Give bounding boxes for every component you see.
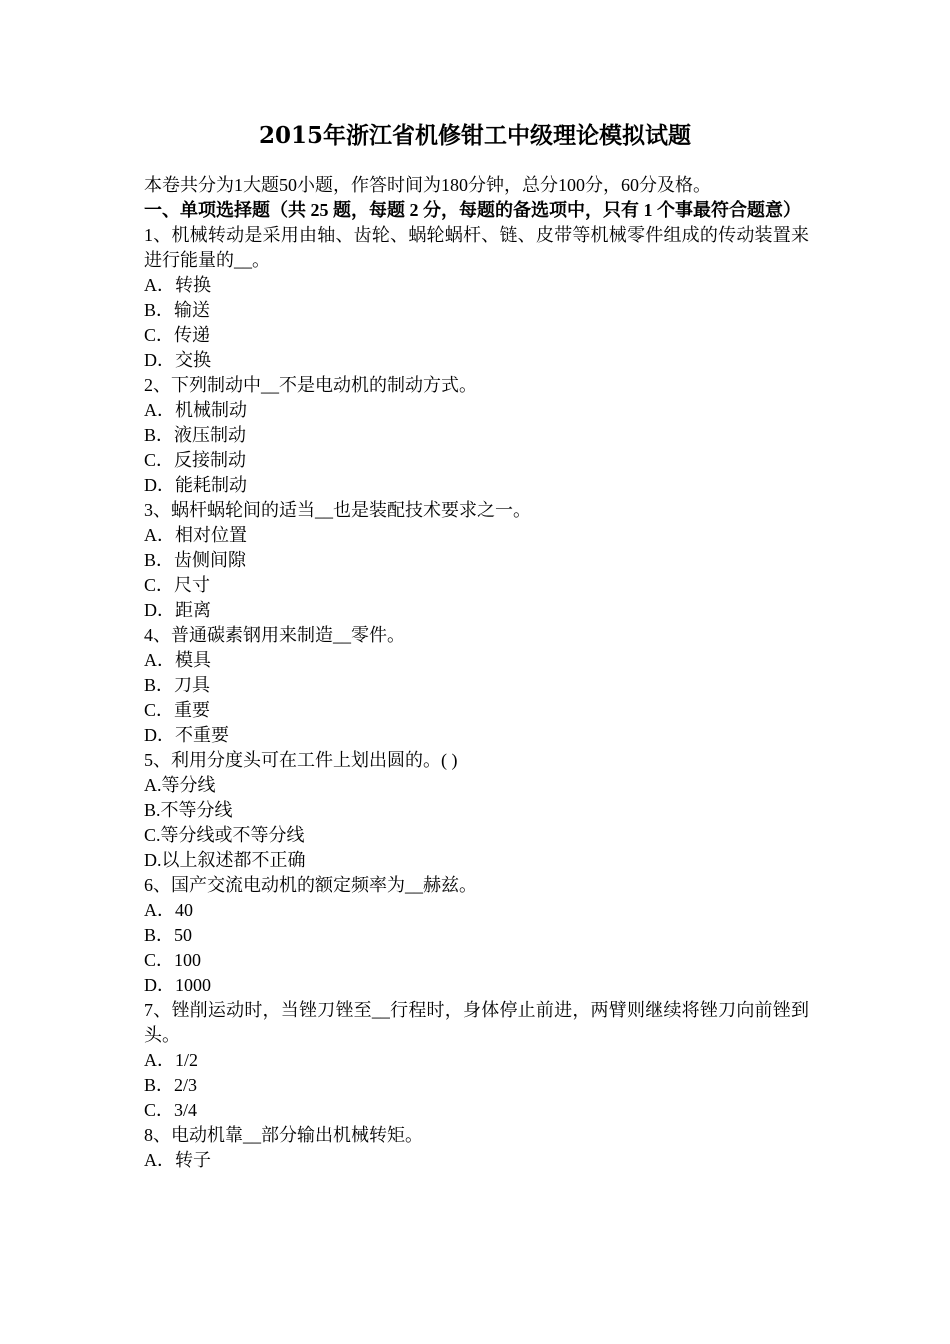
question-stem: 6、国产交流电动机的额定频率为__赫兹。 <box>144 875 477 895</box>
question-stem: 8、电动机靠__部分输出机械转矩。 <box>144 1125 423 1145</box>
option-d: D．1000 <box>144 975 211 995</box>
option-c: C．反接制动 <box>144 450 247 470</box>
section-heading: 一、单项选择题（共 25 题，每题 2 分，每题的备选项中，只有 1 个事最符合题意） <box>144 200 801 220</box>
option-c: C．传递 <box>144 325 211 345</box>
option-b: B．刀具 <box>144 675 211 695</box>
question-stem: 1、机械转动是采用由轴、齿轮、蜗轮蜗杆、链、皮带等机械零件组成的传动装置来进行能量的__。 <box>144 225 809 270</box>
option-a: A．机械制动 <box>144 400 247 420</box>
intro-text: 本卷共分为1大题50小题，作答时间为180分钟，总分100分，60分及格。 <box>144 175 711 195</box>
option-c: C．100 <box>144 950 202 970</box>
option-b: B.不等分线 <box>144 800 233 820</box>
option-a: A．模具 <box>144 650 211 670</box>
option-b: B．50 <box>144 925 193 945</box>
option-d: D．不重要 <box>144 725 229 745</box>
option-c: C．重要 <box>144 700 211 720</box>
question-stem: 3、蜗杆蜗轮间的适当__也是装配技术要求之一。 <box>144 500 531 520</box>
document-body <box>144 173 809 1173</box>
option-a: A．40 <box>144 900 193 920</box>
question-stem: 5、利用分度头可在工件上划出圆的。( ) <box>144 750 458 770</box>
option-c: C．尺寸 <box>144 575 211 595</box>
option-d: D．能耗制动 <box>144 475 247 495</box>
option-b: B．液压制动 <box>144 425 247 445</box>
option-d: D．距离 <box>144 600 211 620</box>
question-stem: 2、下列制动中__不是电动机的制动方式。 <box>144 375 477 395</box>
question-stem: 7、锉削运动时，当锉刀锉至__行程时，身体停止前进，两臂则继续将锉刀向前锉到头。 <box>144 1000 809 1045</box>
option-b: B．2/3 <box>144 1075 198 1095</box>
question-stem: 4、普通碳素钢用来制造__零件。 <box>144 625 405 645</box>
option-a: A．1/2 <box>144 1050 198 1070</box>
option-a: A．转子 <box>144 1150 211 1170</box>
option-b: B．输送 <box>144 300 211 320</box>
option-a: A.等分线 <box>144 775 216 795</box>
option-a: A．相对位置 <box>144 525 247 545</box>
option-c: C．3/4 <box>144 1100 198 1120</box>
option-b: B．齿侧间隙 <box>144 550 247 570</box>
option-d: D．交换 <box>144 350 211 370</box>
document-title: 2015年浙江省机修钳工中级理论模拟试题 <box>258 122 691 149</box>
option-d: D.以上叙述都不正确 <box>144 850 306 870</box>
option-c: C.等分线或不等分线 <box>144 825 305 845</box>
option-a: A．转换 <box>144 275 211 295</box>
